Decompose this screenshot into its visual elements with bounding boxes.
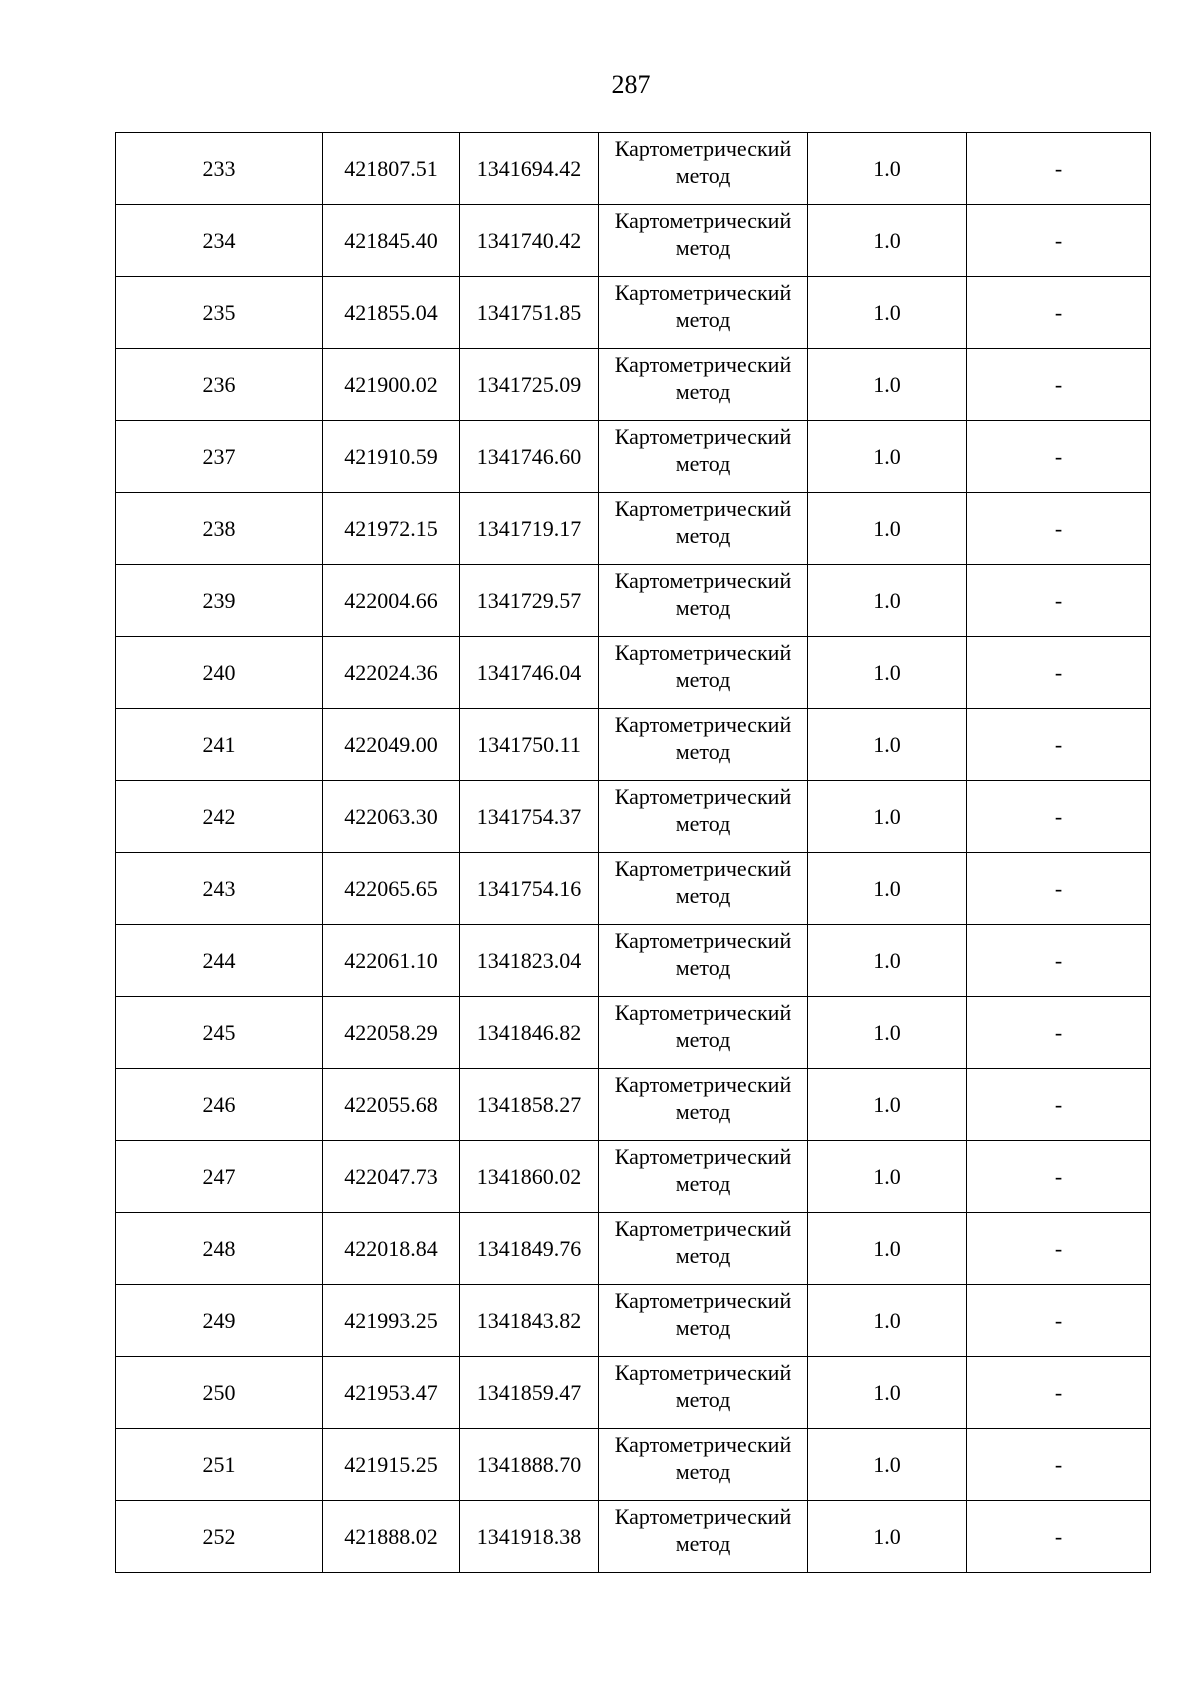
y-coordinate-cell: 1341888.70 <box>460 1429 599 1501</box>
description-cell: - <box>967 1141 1151 1213</box>
point-number-cell: 240 <box>116 637 323 709</box>
method-line-2: метод <box>675 1243 731 1268</box>
point-number-cell: 242 <box>116 781 323 853</box>
accuracy-cell: 1.0 <box>808 1357 967 1429</box>
method-cell <box>599 1357 808 1429</box>
y-coordinate-cell: 1341754.37 <box>460 781 599 853</box>
y-coordinate-cell: 1341823.04 <box>460 925 599 997</box>
y-coordinate-cell: 1341751.85 <box>460 277 599 349</box>
description-cell: - <box>967 421 1151 493</box>
point-number-cell: 247 <box>116 1141 323 1213</box>
y-coordinate-cell: 1341846.82 <box>460 997 599 1069</box>
y-coordinate-cell: 1341740.42 <box>460 205 599 277</box>
x-coordinate-cell: 422065.65 <box>323 853 460 925</box>
method-line-1: Картометрический <box>614 784 792 809</box>
y-coordinate-cell: 1341860.02 <box>460 1141 599 1213</box>
description-cell: - <box>967 493 1151 565</box>
method-cell <box>599 637 808 709</box>
description-cell: - <box>967 1069 1151 1141</box>
accuracy-cell: 1.0 <box>808 637 967 709</box>
method-cell <box>599 925 808 997</box>
method-line-1: Картометрический <box>614 1072 792 1097</box>
method-cell <box>599 781 808 853</box>
method-cell <box>599 1501 808 1573</box>
x-coordinate-cell: 422004.66 <box>323 565 460 637</box>
method-line-2: метод <box>675 1315 731 1340</box>
coordinates-table-body <box>116 133 1151 1573</box>
method-line-2: метод <box>675 1387 731 1412</box>
description-cell: - <box>967 1501 1151 1573</box>
method-cell <box>599 997 808 1069</box>
accuracy-cell: 1.0 <box>808 781 967 853</box>
method-cell <box>599 421 808 493</box>
method-line-2: метод <box>675 307 731 332</box>
accuracy-cell: 1.0 <box>808 997 967 1069</box>
table-row <box>116 709 1151 781</box>
method-cell <box>599 133 808 205</box>
method-cell <box>599 853 808 925</box>
y-coordinate-cell: 1341750.11 <box>460 709 599 781</box>
method-line-2: метод <box>675 163 731 188</box>
x-coordinate-cell: 421900.02 <box>323 349 460 421</box>
method-line-2: метод <box>675 667 731 692</box>
y-coordinate-cell: 1341754.16 <box>460 853 599 925</box>
method-cell <box>599 1285 808 1357</box>
method-cell <box>599 1429 808 1501</box>
point-number-cell: 244 <box>116 925 323 997</box>
y-coordinate-cell: 1341746.04 <box>460 637 599 709</box>
description-cell: - <box>967 1429 1151 1501</box>
table-row <box>116 1213 1151 1285</box>
description-cell: - <box>967 925 1151 997</box>
accuracy-cell: 1.0 <box>808 1213 967 1285</box>
table-row <box>116 1285 1151 1357</box>
x-coordinate-cell: 421845.40 <box>323 205 460 277</box>
method-cell <box>599 565 808 637</box>
x-coordinate-cell: 421888.02 <box>323 1501 460 1573</box>
accuracy-cell: 1.0 <box>808 277 967 349</box>
description-cell: - <box>967 133 1151 205</box>
method-cell <box>599 493 808 565</box>
method-line-2: метод <box>675 235 731 260</box>
method-line-1: Картометрический <box>614 352 792 377</box>
x-coordinate-cell: 422063.30 <box>323 781 460 853</box>
point-number-cell: 248 <box>116 1213 323 1285</box>
accuracy-cell: 1.0 <box>808 1429 967 1501</box>
method-line-2: метод <box>675 1099 731 1124</box>
x-coordinate-cell: 422018.84 <box>323 1213 460 1285</box>
accuracy-cell: 1.0 <box>808 133 967 205</box>
method-cell <box>599 1141 808 1213</box>
point-number-cell: 246 <box>116 1069 323 1141</box>
table-row <box>116 421 1151 493</box>
method-line-2: метод <box>675 595 731 620</box>
point-number-cell: 249 <box>116 1285 323 1357</box>
point-number-cell: 252 <box>116 1501 323 1573</box>
method-line-2: метод <box>675 955 731 980</box>
method-line-1: Картометрический <box>614 1144 792 1169</box>
table-row <box>116 1429 1151 1501</box>
method-line-2: метод <box>675 1027 731 1052</box>
x-coordinate-cell: 421807.51 <box>323 133 460 205</box>
method-line-1: Картометрический <box>614 496 792 521</box>
description-cell: - <box>967 565 1151 637</box>
accuracy-cell: 1.0 <box>808 493 967 565</box>
point-number-cell: 234 <box>116 205 323 277</box>
method-line-1: Картометрический <box>614 1504 792 1529</box>
table-row <box>116 637 1151 709</box>
table-row <box>116 853 1151 925</box>
description-cell: - <box>967 1213 1151 1285</box>
method-line-2: метод <box>675 739 731 764</box>
method-line-1: Картометрический <box>614 712 792 737</box>
method-line-1: Картометрический <box>614 424 792 449</box>
point-number-cell: 251 <box>116 1429 323 1501</box>
x-coordinate-cell: 421910.59 <box>323 421 460 493</box>
x-coordinate-cell: 421993.25 <box>323 1285 460 1357</box>
method-line-1: Картометрический <box>614 568 792 593</box>
description-cell: - <box>967 781 1151 853</box>
description-cell: - <box>967 1357 1151 1429</box>
accuracy-cell: 1.0 <box>808 1069 967 1141</box>
description-cell: - <box>967 349 1151 421</box>
description-cell: - <box>967 637 1151 709</box>
description-cell: - <box>967 1285 1151 1357</box>
method-line-1: Картометрический <box>614 1216 792 1241</box>
table-row <box>116 781 1151 853</box>
method-line-1: Картометрический <box>614 208 792 233</box>
x-coordinate-cell: 421972.15 <box>323 493 460 565</box>
point-number-cell: 236 <box>116 349 323 421</box>
y-coordinate-cell: 1341746.60 <box>460 421 599 493</box>
table-row <box>116 493 1151 565</box>
page-number: 287 <box>611 70 651 99</box>
table-row <box>116 925 1151 997</box>
method-line-2: метод <box>675 523 731 548</box>
table-row <box>116 277 1151 349</box>
accuracy-cell: 1.0 <box>808 1285 967 1357</box>
x-coordinate-cell: 421855.04 <box>323 277 460 349</box>
y-coordinate-cell: 1341858.27 <box>460 1069 599 1141</box>
x-coordinate-cell: 422024.36 <box>323 637 460 709</box>
accuracy-cell: 1.0 <box>808 709 967 781</box>
table-row <box>116 1357 1151 1429</box>
method-line-1: Картометрический <box>614 280 792 305</box>
method-cell <box>599 205 808 277</box>
accuracy-cell: 1.0 <box>808 1141 967 1213</box>
y-coordinate-cell: 1341729.57 <box>460 565 599 637</box>
description-cell: - <box>967 205 1151 277</box>
method-line-1: Картометрический <box>614 928 792 953</box>
table-row <box>116 565 1151 637</box>
y-coordinate-cell: 1341918.38 <box>460 1501 599 1573</box>
description-cell: - <box>967 997 1151 1069</box>
y-coordinate-cell: 1341859.47 <box>460 1357 599 1429</box>
table-row <box>116 133 1151 205</box>
x-coordinate-cell: 421953.47 <box>323 1357 460 1429</box>
method-line-1: Картометрический <box>614 640 792 665</box>
point-number-cell: 239 <box>116 565 323 637</box>
method-cell <box>599 709 808 781</box>
accuracy-cell: 1.0 <box>808 1501 967 1573</box>
accuracy-cell: 1.0 <box>808 349 967 421</box>
point-number-cell: 238 <box>116 493 323 565</box>
description-cell: - <box>967 853 1151 925</box>
method-line-1: Картометрический <box>614 1000 792 1025</box>
point-number-cell: 233 <box>116 133 323 205</box>
table-row <box>116 349 1151 421</box>
method-line-2: метод <box>675 883 731 908</box>
table-row <box>116 1069 1151 1141</box>
table-row <box>116 1501 1151 1573</box>
point-number-cell: 235 <box>116 277 323 349</box>
x-coordinate-cell: 421915.25 <box>323 1429 460 1501</box>
x-coordinate-cell: 422055.68 <box>323 1069 460 1141</box>
accuracy-cell: 1.0 <box>808 205 967 277</box>
x-coordinate-cell: 422058.29 <box>323 997 460 1069</box>
method-line-1: Картометрический <box>614 1360 792 1385</box>
table-row <box>116 997 1151 1069</box>
accuracy-cell: 1.0 <box>808 565 967 637</box>
point-number-cell: 237 <box>116 421 323 493</box>
point-number-cell: 241 <box>116 709 323 781</box>
method-line-2: метод <box>675 811 731 836</box>
method-line-1: Картометрический <box>614 856 792 881</box>
x-coordinate-cell: 422061.10 <box>323 925 460 997</box>
method-line-1: Картометрический <box>614 1432 792 1457</box>
accuracy-cell: 1.0 <box>808 853 967 925</box>
table-row <box>116 205 1151 277</box>
coordinates-table <box>115 132 1151 1573</box>
point-number-cell: 245 <box>116 997 323 1069</box>
point-number-cell: 243 <box>116 853 323 925</box>
accuracy-cell: 1.0 <box>808 421 967 493</box>
description-cell: - <box>967 277 1151 349</box>
method-line-2: метод <box>675 379 731 404</box>
x-coordinate-cell: 422047.73 <box>323 1141 460 1213</box>
y-coordinate-cell: 1341694.42 <box>460 133 599 205</box>
point-number-cell: 250 <box>116 1357 323 1429</box>
y-coordinate-cell: 1341849.76 <box>460 1213 599 1285</box>
method-line-1: Картометрический <box>614 1288 792 1313</box>
method-cell <box>599 277 808 349</box>
method-cell <box>599 349 808 421</box>
table-row <box>116 1141 1151 1213</box>
method-line-2: метод <box>675 1459 731 1484</box>
accuracy-cell: 1.0 <box>808 925 967 997</box>
method-line-2: метод <box>675 1171 731 1196</box>
method-cell <box>599 1069 808 1141</box>
method-cell <box>599 1213 808 1285</box>
y-coordinate-cell: 1341719.17 <box>460 493 599 565</box>
method-line-2: метод <box>675 451 731 476</box>
method-line-1: Картометрический <box>614 136 792 161</box>
y-coordinate-cell: 1341843.82 <box>460 1285 599 1357</box>
y-coordinate-cell: 1341725.09 <box>460 349 599 421</box>
description-cell: - <box>967 709 1151 781</box>
method-line-2: метод <box>675 1531 731 1556</box>
x-coordinate-cell: 422049.00 <box>323 709 460 781</box>
